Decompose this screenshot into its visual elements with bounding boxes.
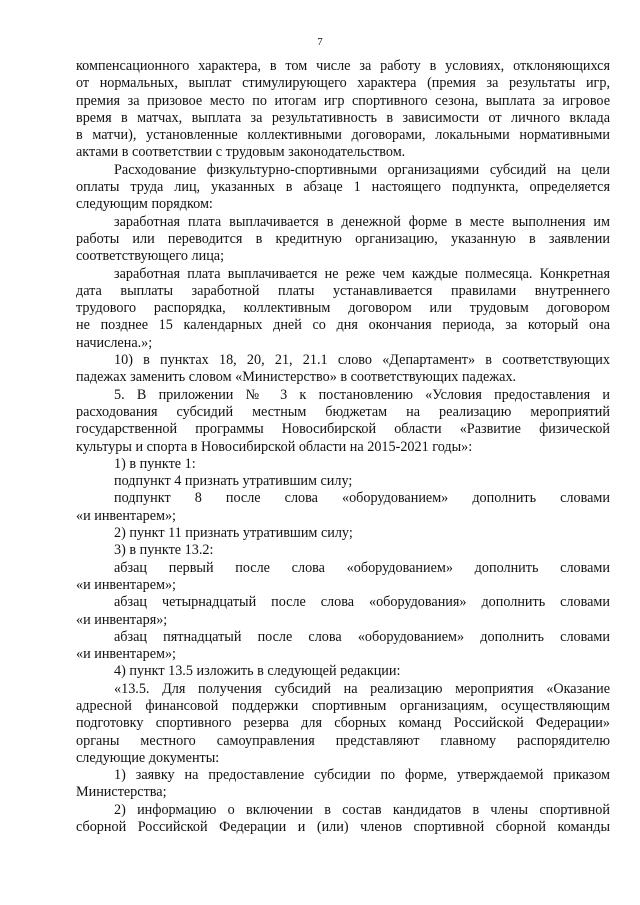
text-line: 4) пункт 13.5 изложить в следующей редакции:: [114, 663, 401, 680]
text-line: «и инвентарем»;: [76, 507, 176, 524]
text-line: трудового распорядка, коллективным договором или трудовым договором: [76, 300, 610, 317]
text-line: «13.5. Для получения субсидий на реализацию мероприятия «Оказание: [114, 680, 610, 697]
text-line: «и инвентаря»;: [76, 611, 168, 628]
text-line: в матчи), установленные коллективными договорами, локальными нормативными: [76, 127, 610, 144]
text-line: подпункт 8 после слова «оборудованием» дополнить словами: [114, 490, 610, 507]
text-line: дата выплаты заработной платы устанавливается правилами внутреннего: [76, 282, 610, 299]
text-line: Расходование физкультурно-спортивными организациями субсидий на цели: [114, 161, 610, 178]
text-line: заработная плата выплачивается в денежной форме в месте выполнения им: [114, 213, 610, 230]
text-line: «и инвентарем»;: [76, 576, 176, 593]
text-line: подпункт 4 признать утратившим силу;: [114, 473, 353, 490]
text-line: Министерства;: [76, 784, 167, 801]
text-line: 2) информацию о включении в состав кандидатов в члены спортивной: [114, 801, 610, 818]
text-line: соответствующего лица;: [76, 248, 225, 265]
text-line: премия за призовое место по итогам игр спортивного сезона, выплата за игровое: [76, 92, 610, 109]
text-line: следующим порядком:: [76, 196, 213, 213]
text-line: абзац пятнадцатый после слова «оборудованием» дополнить словами: [114, 628, 610, 645]
text-line: начислена.»;: [76, 334, 153, 351]
text-line: оплаты труда лиц, указанных в абзаце 1 настоящего подпункта, определяется: [76, 179, 610, 196]
text-line: время в матчах, выплата за результативность в зависимости от личного вклада: [76, 109, 610, 126]
text-line: органы местного самоуправления представляют главному распорядителю: [76, 732, 610, 749]
text-line: 1) в пункте 1:: [114, 455, 196, 472]
text-line: от нормальных, выплат стимулирующего характера (премия за результаты игр,: [76, 75, 610, 92]
document-body: [76, 58, 610, 836]
text-line: 3) в пункте 13.2:: [114, 542, 214, 559]
text-line: работы или переводится в кредитную организацию, указанную в заявлении: [76, 230, 610, 247]
text-line: «и инвентарем»;: [76, 646, 176, 663]
text-line: абзац четырнадцатый после слова «оборудования» дополнить словами: [114, 594, 610, 611]
text-line: компенсационного характера, в том числе за работу в условиях, отклоняющихся: [76, 58, 610, 74]
text-line: следующие документы:: [76, 749, 220, 766]
text-line: государственной программы Новосибирской области «Развитие физической: [76, 421, 610, 438]
text-line: актами в соответствии с трудовым законодательством.: [76, 144, 406, 161]
text-line: 2) пункт 11 признать утратившим силу;: [114, 525, 353, 542]
text-line: не позднее 15 календарных дней со дня окончания периода, за который она: [76, 317, 610, 334]
text-line: сборной Российской Федерации и (или) членов спортивной сборной команды: [76, 819, 610, 836]
text-line: 5. В приложении № 3 к постановлению «Условия предоставления и: [114, 386, 610, 403]
text-line: 10) в пунктах 18, 20, 21, 21.1 слово «Департамент» в соответствующих: [114, 352, 610, 369]
text-line: культуры и спорта в Новосибирской области на 2015-2021 годы»:: [76, 438, 473, 455]
text-line: подготовку спортивного резерва для сборных команд Российской Федерации»: [76, 715, 610, 732]
text-line: 1) заявку на предоставление субсидии по форме, утверждаемой приказом: [114, 767, 610, 784]
text-line: абзац первый после слова «оборудованием» дополнить словами: [114, 559, 610, 576]
text-line: адресной финансовой поддержки спортивным организациям, осуществляющим: [76, 697, 610, 714]
text-line: заработная плата выплачивается не реже чем каждые полмесяца. Конкретная: [114, 265, 610, 282]
text-line: падежах заменить словом «Министерство» в соответствующих падежах.: [76, 369, 517, 386]
text-line: расходования субсидий местным бюджетам на реализацию мероприятий: [76, 403, 610, 420]
page-number: 7: [317, 36, 323, 48]
